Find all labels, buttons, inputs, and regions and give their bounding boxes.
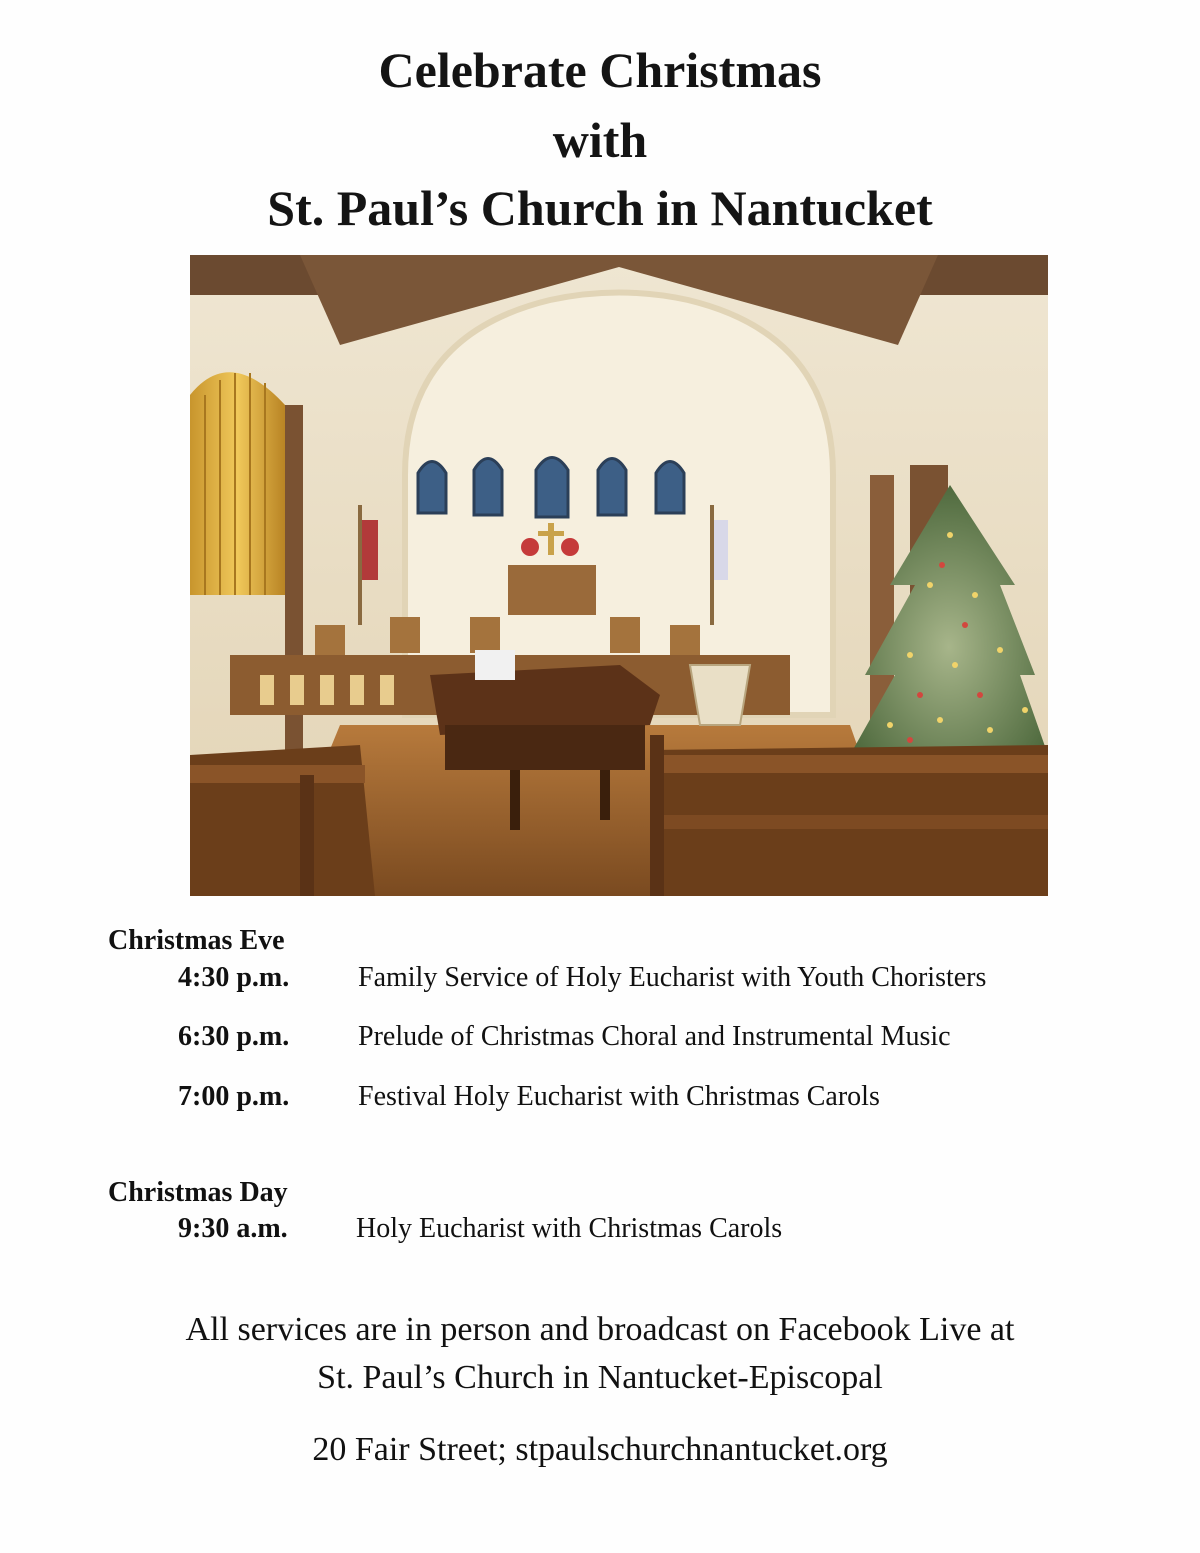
title-line-3: St. Paul’s Church in Nantucket <box>267 180 933 236</box>
church-interior-photo <box>190 255 1048 896</box>
title-line-2: with <box>552 112 648 168</box>
christmas-day-heading: Christmas Day <box>108 1177 288 1208</box>
broadcast-line-2: St. Paul’s Church in Nantucket-Episcopal <box>317 1359 883 1396</box>
service-time: 4:30 p.m. <box>178 962 290 993</box>
service-time: 7:00 p.m. <box>178 1081 290 1112</box>
service-time: 6:30 p.m. <box>178 1021 290 1052</box>
service-description: Prelude of Christmas Choral and Instrumental Music <box>358 1021 951 1052</box>
service-time: 9:30 a.m. <box>178 1213 288 1244</box>
address-line: 20 Fair Street; stpaulschurchnantucket.org <box>312 1431 888 1468</box>
christmas-eve-heading: Christmas Eve <box>108 925 285 956</box>
service-description: Holy Eucharist with Christmas Carols <box>356 1213 783 1244</box>
service-description: Festival Holy Eucharist with Christmas Carols <box>358 1081 880 1112</box>
broadcast-line-1: All services are in person and broadcast on Facebook Live at <box>185 1311 1015 1348</box>
service-description: Family Service of Holy Eucharist with Youth Choristers <box>358 962 987 993</box>
title-line-1: Celebrate Christmas <box>378 42 822 98</box>
